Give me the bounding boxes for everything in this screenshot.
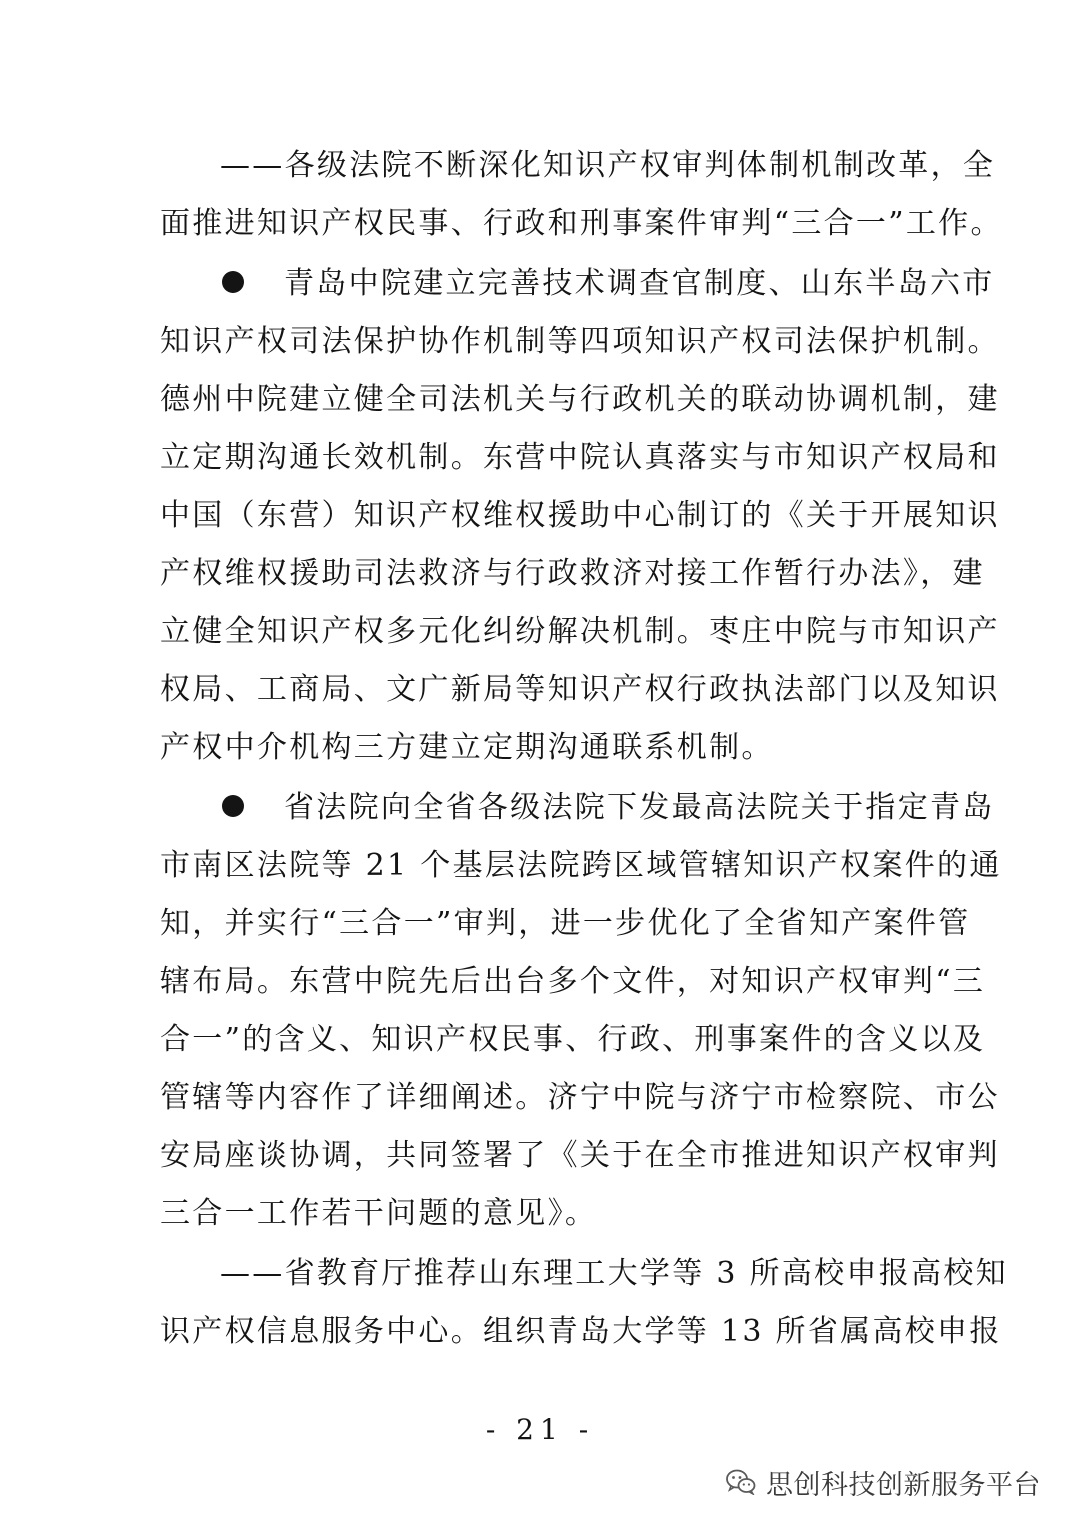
watermark	[726, 1462, 1041, 1502]
wechat-icon	[726, 1469, 756, 1495]
bullet-paragraph-start	[160, 788, 995, 828]
text-line: 合一”的含义、知识产权民事、行政、刑事案件的含义以及	[160, 1022, 986, 1057]
text-line: 辖布局。东营中院先后出台多个文件，对知识产权审判“三	[160, 964, 986, 999]
text-line: 中国（东营）知识产权维权援助中心制订的《关于开展知识	[160, 498, 1000, 533]
bullet-icon	[222, 795, 244, 817]
watermark-text: 思创科技创新服务平台	[766, 1469, 1041, 1501]
text-line: 权局、工商局、文广新局等知识产权行政执法部门以及知识	[160, 672, 1000, 707]
text-line: 省法院向全省各级法院下发最高法院关于指定青岛	[284, 790, 995, 825]
text-line: 德州中院建立健全司法机关与行政机关的联动协调机制，建	[160, 382, 1000, 417]
text-line: 三合一工作若干问题的意见》。	[160, 1196, 598, 1231]
bullet-icon	[222, 271, 244, 293]
text-line: 安局座谈协调，共同签署了《关于在全市推进知识产权审判	[160, 1138, 1000, 1173]
text-line: 市南区法院等 21 个基层法院跨区域管辖知识产权案件的通	[160, 848, 1002, 883]
text-line: 面推进知识产权民事、行政和刑事案件审判“三合一”工作。	[160, 206, 1003, 241]
text-line: 知识产权司法保护协作机制等四项知识产权司法保护机制。	[160, 324, 1000, 359]
text-line: 识产权信息服务中心。组织青岛大学等 13 所省属高校申报	[160, 1314, 1002, 1349]
text-line: ——各级法院不断深化知识产权审判体制机制改革，全	[220, 148, 996, 183]
text-line: 管辖等内容作了详细阐述。济宁中院与济宁市检察院、市公	[160, 1080, 1000, 1115]
text-line: 立定期沟通长效机制。东营中院认真落实与市知识产权局和	[160, 440, 1000, 475]
bullet-paragraph-start	[160, 264, 995, 304]
text-line: ——省教育厅推荐山东理工大学等 3 所高校申报高校知	[220, 1256, 1008, 1291]
text-line: 产权中介机构三方建立定期沟通联系机制。	[160, 730, 774, 765]
text-line: 立健全知识产权多元化纠纷解决机制。枣庄中院与市知识产	[160, 614, 1000, 649]
text-line: 青岛中院建立完善技术调查官制度、山东半岛六市	[284, 266, 995, 301]
text-line: 产权维权援助司法救济与行政救济对接工作暂行办法》，建	[160, 556, 985, 591]
page-number: - 21 -	[485, 1413, 595, 1446]
text-line: 知，并实行“三合一”审判，进一步优化了全省知产案件管	[160, 906, 971, 941]
